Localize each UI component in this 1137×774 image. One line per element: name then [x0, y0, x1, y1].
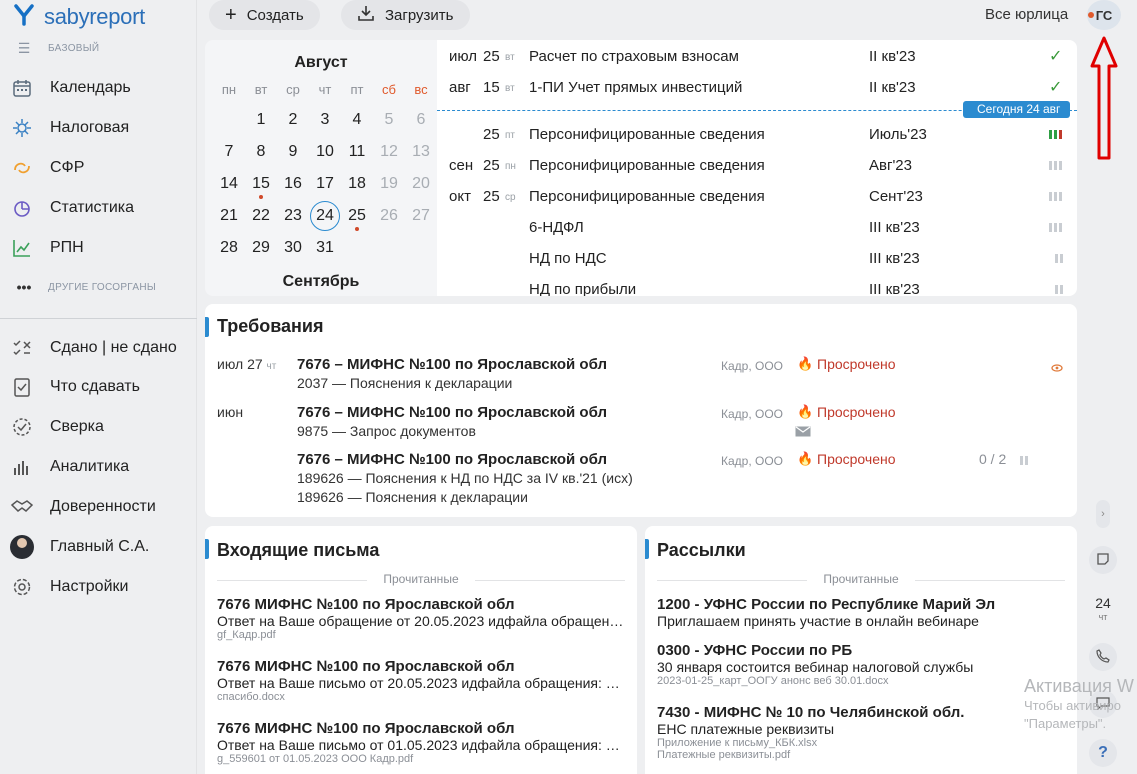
status-bars-icon [1049, 161, 1062, 170]
section-accent [205, 317, 209, 337]
letter-file: g_559601 от 01.05.2023 ООО Кадр.pdf [217, 753, 414, 765]
sidebar-item-calendar[interactable] [10, 73, 131, 103]
logo[interactable] [14, 4, 145, 30]
calendar-days [213, 104, 437, 264]
inbox-title[interactable]: Входящие письма [217, 540, 380, 560]
report-row[interactable] [437, 274, 1077, 296]
sidebar-item-label: СФР [50, 159, 85, 176]
status-bars-icon [1049, 192, 1062, 201]
activation-watermark: Активация W [1024, 676, 1134, 696]
fire-icon: 🔥 [797, 451, 814, 466]
report-row[interactable] [437, 119, 1077, 149]
sidebar-item-label: Аналитика [50, 458, 130, 475]
all-orgs-selector[interactable]: Все юрлица [985, 6, 1069, 23]
calendar-day[interactable]: 17 [316, 175, 334, 192]
report-row[interactable] [437, 150, 1077, 180]
mailing-file: 2023-01-25_карт_ООГУ анонс веб 30.01.docx [657, 675, 889, 687]
req-org: Кадр, ООО [721, 454, 784, 468]
phone-button[interactable] [1089, 643, 1117, 671]
req-subtitle: 189626 — Пояснения к декларации [297, 489, 528, 505]
sidebar-item-poa[interactable] [10, 492, 156, 522]
report-day: 25 [483, 47, 500, 65]
sidebar-item-statistics[interactable] [10, 193, 134, 223]
section-accent [645, 539, 649, 559]
letter-file: спасибо.docx [217, 691, 285, 703]
weekday: пн [221, 82, 237, 97]
calendar-day[interactable]: 25 [341, 207, 373, 225]
calendar-day[interactable]: 14 [220, 175, 238, 192]
tax-icon [10, 116, 34, 140]
report-row[interactable] [437, 72, 1077, 102]
report-day: 25 [483, 187, 500, 205]
sidebar-item-label: Доверенности [50, 498, 156, 515]
calendar-day[interactable]: 7 [224, 143, 234, 160]
check-icon: ✓ [1049, 48, 1063, 65]
weekday: чт [318, 82, 332, 97]
sidebar-item-profile[interactable] [10, 532, 149, 562]
sidebar-item-rpn[interactable] [10, 233, 84, 263]
calendar-day[interactable]: 4 [352, 111, 362, 128]
today-tag: Сегодня 24 авг [963, 101, 1070, 118]
calendar-day[interactable]: 6 [416, 111, 426, 128]
report-row[interactable] [437, 212, 1077, 242]
user-avatar[interactable]: ГС [1087, 0, 1121, 30]
calendar-day[interactable]: 11 [348, 143, 366, 160]
calendar-day[interactable]: 21 [220, 207, 238, 224]
status-bars-icon [1020, 456, 1028, 465]
req-title: 7676 – МИФНС №100 по Ярославской обл [297, 451, 608, 468]
sidebar-item-label: Статистика [50, 199, 135, 216]
weekday: пт [350, 82, 364, 97]
sidebar-item-submitted[interactable] [10, 333, 177, 363]
statistics-icon [10, 196, 34, 220]
sidebar-item-label: РПН [50, 239, 84, 256]
date-number: 24 [1095, 595, 1111, 611]
report-name: Персонифицированные сведения [529, 125, 765, 143]
calendar-day[interactable]: 3 [320, 111, 330, 128]
status-bars-icon [1055, 285, 1063, 294]
mailing-text: 30 января состоится вебинар налоговой службы [657, 659, 974, 675]
calendar-day[interactable]: 9 [288, 143, 298, 160]
sidebar-item-label: Настройки [50, 578, 129, 595]
calendar-day[interactable]: 26 [380, 207, 398, 224]
upload-button[interactable] [341, 0, 470, 30]
calendar-day[interactable]: 19 [380, 175, 398, 192]
eye-icon[interactable] [1051, 360, 1063, 377]
notes-button[interactable] [1089, 546, 1117, 574]
upload-label: Загрузить [385, 6, 454, 24]
requirements-card [205, 304, 1077, 517]
report-row[interactable] [437, 181, 1077, 211]
calendar-day[interactable]: 8 [256, 143, 266, 160]
overdue-status: Просрочено [817, 356, 896, 372]
inbox-item[interactable] [217, 720, 625, 765]
calendar-day[interactable]: 31 [316, 239, 334, 256]
plus-icon: + [225, 4, 237, 26]
read-divider: Прочитанные [217, 572, 625, 586]
calendar-day[interactable]: 23 [284, 207, 302, 224]
report-day: 25 [483, 125, 500, 143]
group-other[interactable] [14, 279, 156, 295]
mailing-from: 1200 - УФНС России по Республике Марий Эл [657, 596, 996, 613]
calendar-day[interactable]: 13 [412, 143, 430, 160]
report-weekday: вт [505, 83, 515, 94]
requirements-title[interactable]: Требования [217, 316, 324, 336]
reports-list [437, 40, 1077, 296]
sidebar-item-tax[interactable] [10, 113, 129, 143]
mailings-title[interactable]: Рассылки [657, 540, 746, 560]
letter-text: Ответ на Ваше письмо от 20.05.2023 идфайла обращения: … [217, 675, 620, 691]
month-september: Сентябрь [282, 273, 360, 290]
calendar-day[interactable]: 15 [245, 175, 277, 193]
report-name: Расчет по страховым взносам [529, 47, 739, 65]
report-month: июл [449, 47, 478, 65]
group-basic-label: БАЗОВЫЙ [48, 43, 100, 54]
calendar-icon [10, 76, 34, 100]
calendar-day[interactable]: 5 [384, 111, 394, 128]
calendar-day[interactable]: 1 [256, 111, 266, 128]
report-name: НД по НДС [529, 249, 607, 267]
sidebar-item-todo[interactable] [10, 372, 140, 402]
analytics-icon [10, 455, 34, 479]
phone-icon [1096, 649, 1110, 666]
calendar-widget [205, 40, 437, 296]
collapse-handle[interactable]: › [1096, 500, 1110, 528]
calendar-day[interactable]: 20 [412, 175, 430, 192]
report-period: III кв'23 [869, 249, 920, 267]
fire-icon: 🔥 [797, 404, 814, 419]
group-other-label: ДРУГИЕ ГОСОРГАНЫ [48, 281, 156, 293]
report-name: 1-ПИ Учет прямых инвестиций [529, 78, 743, 96]
report-period: II кв'23 [869, 78, 916, 96]
mailing-item[interactable] [657, 596, 1065, 629]
group-basic[interactable] [14, 40, 99, 57]
sidebar-item-label: Налоговая [50, 119, 130, 136]
report-day: 25 [483, 156, 500, 174]
req-subtitle: 9875 — Запрос документов [297, 423, 476, 439]
weekday: сб [382, 82, 396, 97]
inbox-item[interactable] [217, 596, 625, 641]
report-weekday: вт [505, 52, 515, 63]
report-period: III кв'23 [869, 280, 920, 296]
letter-text: Ответ на Ваше письмо от 01.05.2023 идфайла обращения: … [217, 737, 620, 753]
upload-icon [357, 4, 375, 26]
report-row[interactable] [437, 41, 1077, 71]
envelope-icon [795, 424, 811, 441]
notification-dot [1088, 12, 1094, 18]
mailing-item[interactable] [657, 642, 1065, 687]
req-subtitle: 2037 — Пояснения к декларации [297, 375, 513, 391]
letter-from: 7676 МИФНС №100 по Ярославской обл [217, 596, 515, 613]
report-weekday: пт [505, 130, 515, 141]
letter-text: Ответ на Ваше обращение от 20.05.2023 идфайла обращен… [217, 613, 624, 629]
report-period: Сент'23 [869, 187, 923, 205]
fire-icon: 🔥 [797, 356, 814, 371]
report-name: 6-НДФЛ [529, 218, 584, 236]
sidebar-item-label: Что сдавать [50, 378, 140, 395]
sidebar-item-label: Сдано | не сдано [50, 339, 177, 356]
month-august: Август [294, 54, 348, 71]
help-button[interactable]: ? [1089, 739, 1117, 767]
inbox-card [205, 526, 637, 774]
sidebar-item-label: Сверка [50, 418, 104, 435]
rpn-icon [10, 236, 34, 260]
sidebar-item-label: Главный С.А. [50, 538, 150, 555]
status-bars-icon [1049, 130, 1062, 139]
report-name: Персонифицированные сведения [529, 187, 765, 205]
reconcile-icon [10, 415, 34, 439]
calendar-day[interactable]: 12 [380, 143, 398, 160]
report-name: Персонифицированные сведения [529, 156, 765, 174]
mailing-file: Платежные реквизиты.pdf [657, 749, 791, 761]
inbox-item[interactable] [217, 658, 625, 703]
weekday-header [213, 82, 437, 97]
sidebar-item-settings[interactable] [10, 572, 128, 602]
status-bars-icon [1055, 254, 1063, 263]
req-count: 0 / 2 [979, 451, 1007, 467]
note-icon [1096, 552, 1110, 569]
check-icon: ✓ [1049, 79, 1063, 96]
logo-text: sabyreport [44, 4, 145, 29]
report-month: окт [449, 187, 471, 205]
sidebar [0, 0, 197, 774]
calendar-day[interactable]: 30 [284, 239, 302, 256]
report-name: НД по прибыли [529, 280, 637, 296]
req-date-text: июл 27 [217, 356, 263, 372]
date-widget[interactable] [1089, 596, 1117, 624]
req-date [217, 404, 243, 420]
sfr-icon [10, 156, 34, 180]
calendar-day[interactable]: 29 [252, 239, 270, 256]
letter-from: 7676 МИФНС №100 по Ярославской обл [217, 658, 515, 675]
report-period: II кв'23 [869, 47, 916, 65]
status-bars-icon [1049, 223, 1062, 232]
submitted-icon [10, 336, 34, 360]
report-period: Июль'23 [869, 125, 927, 143]
letter-file: gf_Кадр.pdf [217, 629, 276, 641]
create-button[interactable] [209, 0, 320, 30]
mailing-from: 7430 - МИФНС № 10 по Челябинской обл. [657, 704, 965, 721]
report-weekday: ср [505, 192, 516, 203]
date-weekday: чт [1098, 612, 1108, 622]
mailing-from: 0300 - УФНС России по РБ [657, 642, 853, 659]
calendar-day[interactable]: 18 [348, 175, 366, 192]
weekday: вс [414, 82, 428, 97]
req-subtitle: 189626 — Пояснения к НД по НДС за IV кв.'21 (исх) [297, 470, 633, 486]
sidebar-item-sfr[interactable] [10, 153, 84, 183]
create-label: Создать [246, 6, 304, 24]
mailings-card [645, 526, 1077, 774]
overdue-status: Просрочено [817, 404, 896, 420]
overdue-status: Просрочено [817, 451, 896, 467]
sidebar-item-reconcile[interactable] [10, 412, 104, 442]
sidebar-item-analytics[interactable] [10, 452, 129, 482]
calendar-day[interactable]: 22 [252, 207, 270, 224]
report-month: сен [449, 156, 474, 174]
req-title: 7676 – МИФНС №100 по Ярославской обл [297, 404, 608, 421]
report-period: III кв'23 [869, 218, 920, 236]
req-title: 7676 – МИФНС №100 по Ярославской обл [297, 356, 608, 373]
read-divider: Прочитанные [657, 572, 1065, 586]
calendar-day[interactable]: 27 [412, 207, 430, 224]
report-month: авг [449, 78, 471, 96]
req-org: Кадр, ООО [721, 359, 784, 373]
calendar-day[interactable]: 28 [220, 239, 238, 256]
activation-watermark-sub2: "Параметры". [1024, 716, 1107, 731]
section-accent [205, 539, 209, 559]
annotation-arrow [1090, 36, 1118, 160]
weekday: вт [254, 82, 268, 97]
req-date [217, 356, 276, 372]
req-weekday: чт [266, 361, 277, 372]
report-day: 15 [483, 78, 500, 96]
mailing-text: ЕНС платежные реквизиты [657, 721, 835, 737]
req-org: Кадр, ООО [721, 407, 784, 421]
req-date-text: июн [217, 404, 244, 420]
calendar-day[interactable]: 2 [288, 111, 298, 128]
report-period: Авг'23 [869, 156, 912, 174]
menu-icon: ☰ [17, 40, 31, 56]
mailing-file: Приложение к письму_КБК.xlsx [657, 737, 818, 749]
mailing-item[interactable] [657, 704, 1065, 761]
sidebar-item-label: Календарь [50, 79, 131, 96]
report-weekday: пн [505, 161, 516, 172]
handshake-icon [10, 495, 34, 519]
logo-icon [14, 4, 34, 30]
todo-icon [10, 375, 34, 399]
report-row[interactable] [437, 243, 1077, 273]
gear-icon [10, 575, 34, 599]
calendar-day[interactable]: 24 [310, 201, 340, 231]
avatar [10, 535, 34, 559]
activation-watermark-sub: Чтобы активиро [1024, 698, 1122, 713]
weekday: ср [286, 82, 300, 97]
more-icon: ••• [16, 279, 32, 295]
calendar-day[interactable]: 16 [284, 175, 302, 192]
calendar-day[interactable]: 10 [316, 143, 334, 160]
mailing-text: Приглашаем принять участие в онлайн вебинаре [657, 613, 979, 629]
sidebar-divider [0, 318, 197, 319]
letter-from: 7676 МИФНС №100 по Ярославской обл [217, 720, 515, 737]
